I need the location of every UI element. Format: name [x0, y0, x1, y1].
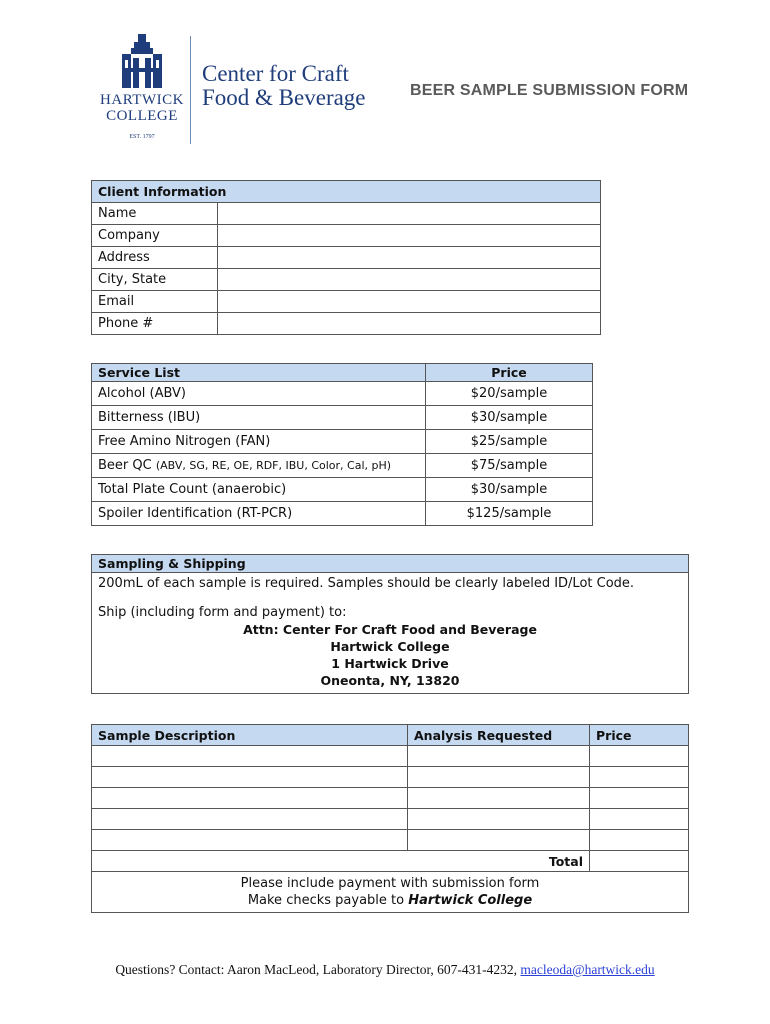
sample-description-cell[interactable] [92, 767, 408, 788]
contact-text: Questions? Contact: Aaron MacLeod, Laboratory Director, 607-431-4232, [115, 962, 521, 977]
sampling-shipping-body [92, 573, 689, 694]
address-city: Oneonta, NY, 13820 [320, 673, 460, 688]
client-information-heading: Client Information [92, 181, 601, 203]
service-row [92, 478, 593, 502]
center-name-line1: Center for Craft [202, 61, 349, 86]
service-price: $30/sample [426, 406, 593, 430]
sample-row [92, 767, 689, 788]
sample-description-cell[interactable] [92, 830, 408, 851]
client-field-row [92, 291, 601, 313]
service-row [92, 502, 593, 526]
service-name: Bitterness (IBU) [92, 406, 426, 430]
college-tower-icon [114, 32, 170, 90]
service-row [92, 406, 593, 430]
address-attn: Attn: Center For Craft Food and Beverage [243, 622, 537, 637]
service-row [92, 382, 593, 406]
sample-price-header: Price [590, 725, 689, 746]
sample-row [92, 830, 689, 851]
client-address-input[interactable] [218, 247, 601, 269]
analysis-requested-cell[interactable] [408, 746, 590, 767]
college-name-line2: COLLEGE [106, 108, 178, 124]
analysis-requested-header: Analysis Requested [408, 725, 590, 746]
service-name: Beer QC (ABV, SG, RE, OE, RDF, IBU, Color, Cal, pH) [92, 454, 426, 478]
analysis-requested-cell[interactable] [408, 788, 590, 809]
service-row [92, 454, 593, 478]
service-price: $30/sample [426, 478, 593, 502]
total-price-cell[interactable] [590, 851, 689, 872]
sample-row [92, 746, 689, 767]
client-field-row [92, 313, 601, 335]
sample-description-cell[interactable] [92, 788, 408, 809]
service-list-table [91, 363, 593, 526]
client-city-state-input[interactable] [218, 269, 601, 291]
client-field-row [92, 203, 601, 225]
client-company-input[interactable] [218, 225, 601, 247]
header-divider [190, 36, 191, 144]
client-field-label: Phone # [92, 313, 218, 335]
client-field-label: City, State [92, 269, 218, 291]
client-field-row [92, 225, 601, 247]
center-name-line2: Food & Beverage [202, 85, 366, 110]
client-field-label: Company [92, 225, 218, 247]
total-row [92, 851, 689, 872]
payment-note-line2: Make checks payable to Hartwick College [247, 893, 533, 908]
service-column-header: Service List [92, 364, 426, 382]
client-field-label: Address [92, 247, 218, 269]
sample-price-cell[interactable] [590, 767, 689, 788]
college-name [92, 92, 192, 124]
hartwick-logo [92, 32, 192, 150]
client-field-label: Email [92, 291, 218, 313]
service-row [92, 430, 593, 454]
price-column-header: Price [426, 364, 593, 382]
college-established: EST. 1797 [129, 134, 155, 140]
sample-description-cell[interactable] [92, 809, 408, 830]
sampling-shipping-heading: Sampling & Shipping [92, 555, 689, 573]
service-name: Total Plate Count (anaerobic) [92, 478, 426, 502]
address-street: 1 Hartwick Drive [331, 656, 449, 671]
service-name: Free Amino Nitrogen (FAN) [92, 430, 426, 454]
sample-price-cell[interactable] [590, 809, 689, 830]
service-price: $125/sample [426, 502, 593, 526]
sample-requirement-text: 200mL of each sample is required. Samples should be clearly labeled ID/Lot Code. [98, 576, 635, 591]
analysis-requested-cell[interactable] [408, 809, 590, 830]
service-price: $20/sample [426, 382, 593, 406]
contact-footer [0, 962, 770, 978]
client-phone-input[interactable] [218, 313, 601, 335]
ship-to-text: Ship (including form and payment) to: [98, 605, 347, 620]
sample-description-header: Sample Description [92, 725, 408, 746]
sample-price-cell[interactable] [590, 830, 689, 851]
college-name-line1: HARTWICK [100, 92, 184, 108]
client-information-table [91, 180, 601, 335]
service-price: $75/sample [426, 454, 593, 478]
service-price: $25/sample [426, 430, 593, 454]
client-field-row [92, 269, 601, 291]
analysis-requested-cell[interactable] [408, 767, 590, 788]
service-name: Spoiler Identification (RT-PCR) [92, 502, 426, 526]
client-email-input[interactable] [218, 291, 601, 313]
client-name-input[interactable] [218, 203, 601, 225]
sample-price-cell[interactable] [590, 788, 689, 809]
service-detail: (ABV, SG, RE, OE, RDF, IBU, Color, Cal, pH) [155, 459, 392, 472]
payable-to-name: Hartwick College [408, 893, 533, 908]
client-field-row [92, 247, 601, 269]
address-college: Hartwick College [330, 639, 450, 654]
center-name [202, 62, 366, 110]
sample-description-cell[interactable] [92, 746, 408, 767]
service-name: Alcohol (ABV) [92, 382, 426, 406]
client-field-label: Name [92, 203, 218, 225]
total-label: Total [92, 851, 590, 872]
sample-description-table [91, 724, 689, 913]
analysis-requested-cell[interactable] [408, 830, 590, 851]
payment-note [92, 872, 689, 913]
sample-row [92, 809, 689, 830]
payment-note-line1: Please include payment with submission form [240, 876, 540, 891]
sample-row [92, 788, 689, 809]
sample-price-cell[interactable] [590, 746, 689, 767]
sampling-shipping-table [91, 554, 689, 694]
form-title: BEER SAMPLE SUBMISSION FORM [410, 82, 689, 99]
contact-email-link[interactable]: macleoda@hartwick.edu [520, 962, 655, 977]
